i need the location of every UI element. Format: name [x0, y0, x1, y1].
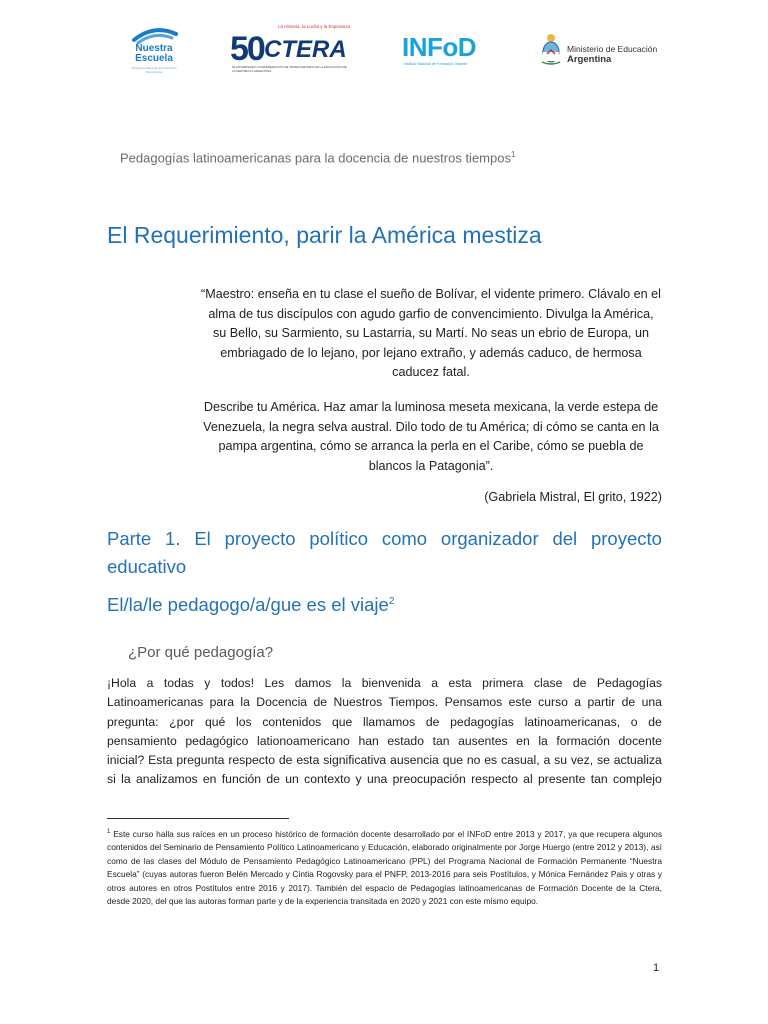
body-word: preocupación — [392, 772, 466, 787]
body-word: a — [146, 676, 154, 690]
body-word: contenidos — [262, 714, 322, 729]
nuestra-escuela-name: Nuestra Escuela — [135, 43, 173, 64]
footnote-text: Este curso halla sus raíces en un proceso histórico de formación docente desarrollado por el INFoD entre 2013 y 2017, ya que recupera algunos contenidos del Seminario de Pensamiento Político Latinoamericano y Educación, elaborado originalmente por Jorge Huergo (entre 2012 y 2013), así como de las clases del Módulo de Pensamiento Pedagógico Latinoamericano (PPL) del Programa Nacional de Formación Permanente “Nuestra Escuela” (cuyas autoras fueron Belén Mercado y Cintia Rogovsky para el PNFP, 2013-2016 para seis Postítulos, y Mónica Fernández Pais y otras y otros autores en otros Postítulos entre 2016 y 2017). También del espacio de Pedagogías latinoamericanas de Formación Docente de la Ctera, desde 2020, del que las autoras forman parte y de la experiencia transitada en 2020 y 2021 con este mismo equipo. — [107, 828, 663, 907]
body-word: se — [597, 753, 610, 768]
body-word: al — [523, 772, 533, 787]
part-heading-word: Parte — [107, 528, 152, 549]
course-subtitle-text: Pedagogías latinoamericanas para la docencia de nuestros tiempos — [120, 150, 511, 166]
body-word: estado — [387, 733, 424, 748]
body-word: casual, — [501, 753, 540, 768]
body-word: docente — [618, 733, 662, 748]
body-word: este — [508, 695, 532, 710]
body-paragraph — [107, 674, 662, 790]
body-word: la — [121, 772, 131, 787]
body-word: a — [574, 695, 582, 710]
body-word: Latinoamericanas — [107, 695, 204, 710]
body-word: respecto — [228, 753, 276, 768]
section-heading — [107, 594, 394, 616]
body-line — [107, 770, 662, 789]
body-word: ausencia — [390, 753, 439, 768]
body-word: pedagógico — [185, 733, 249, 748]
body-line — [107, 693, 662, 712]
ctera-tagline: La Historia, la Lucha y la Esperanza — [278, 24, 351, 29]
body-line-text — [107, 693, 662, 712]
body-word: si — [107, 772, 116, 787]
part-heading-word: organizador — [440, 528, 539, 549]
body-word: en — [516, 733, 530, 748]
part-heading-line-1 — [107, 525, 662, 553]
body-word: y — [355, 772, 362, 787]
part-heading-word: como — [381, 528, 428, 549]
part-heading-line-2: educativo — [107, 556, 187, 577]
nuestra-escuela-subtext: Programa Nacional de Formación Permanente — [131, 66, 177, 74]
body-word: de — [313, 695, 328, 710]
body-word: partir — [587, 695, 616, 710]
body-word: han — [358, 733, 379, 748]
footnote-number: 1 — [107, 829, 111, 835]
part-heading — [107, 525, 662, 581]
body-word: Pensamos — [444, 695, 503, 710]
body-word: y — [204, 676, 211, 690]
body-word: la — [240, 695, 250, 710]
body-word: respecto — [471, 772, 518, 787]
part-heading-word: proyecto — [590, 528, 662, 549]
part-heading-word: proyecto — [224, 528, 296, 549]
body-word: en — [202, 772, 217, 787]
body-word: todos! — [220, 676, 255, 690]
body-word: contexto — [304, 772, 351, 787]
footnote-divider — [107, 818, 289, 819]
body-word: lationoamericano — [257, 733, 350, 748]
body-word: ¡Hola — [107, 676, 137, 690]
body-word: que — [331, 714, 353, 729]
body-word: analizamos — [135, 772, 198, 787]
part-heading-word: El — [194, 528, 211, 549]
part-heading-word: político — [309, 528, 369, 549]
part-heading-word: 1. — [165, 528, 181, 549]
course-subtitle — [120, 150, 515, 165]
body-word: de — [278, 753, 293, 768]
body-word: función — [221, 772, 262, 787]
body-word: damos — [294, 676, 332, 690]
page-title: El Requerimiento, parir la América mestiza — [107, 222, 542, 248]
body-word: inicial? — [107, 753, 145, 768]
body-word: que — [442, 753, 464, 768]
body-word: tan — [590, 772, 608, 787]
body-line-text — [107, 732, 662, 751]
ctera-50-logo — [230, 22, 354, 74]
body-line-text — [107, 713, 662, 732]
body-word: Docencia — [256, 695, 308, 710]
body-word: de — [425, 714, 440, 729]
body-word: tan — [432, 733, 450, 748]
subsection-heading: ¿Por qué pedagogía? — [128, 644, 274, 661]
infod-name: INFoD — [402, 32, 477, 62]
body-word: esta — [296, 753, 320, 768]
body-line — [107, 674, 662, 693]
body-word: o — [630, 714, 638, 729]
part-heading-word: del — [552, 528, 578, 549]
body-word: bienvenida — [361, 676, 421, 690]
ctera-subtext: 50 ANIVERSARIO CONFEDERACIÓN DE TRABAJADORES DE LA EDUCACIÓN DE LA REPÚBLICA ARGENTINA — [232, 65, 347, 73]
body-word: actualiza — [613, 753, 662, 768]
body-word: de — [621, 695, 636, 710]
body-word: ausentes — [458, 733, 508, 748]
body-word: presente — [537, 772, 586, 787]
body-word: Les — [264, 676, 285, 690]
page-number: 1 — [653, 962, 660, 974]
body-word: para — [209, 695, 234, 710]
body-word: de — [266, 772, 280, 787]
body-line — [107, 732, 662, 751]
body-word: Nuestros — [333, 695, 383, 710]
body-word: vez, — [570, 753, 594, 768]
body-word: formación — [556, 733, 610, 748]
footnote-ref-2[interactable]: 2 — [388, 595, 395, 607]
body-word: ¿por — [169, 714, 195, 729]
body-line — [107, 751, 662, 770]
infod-logo — [402, 24, 492, 70]
body-word: primera — [482, 676, 524, 690]
body-line — [107, 713, 662, 732]
epigraph-citation: (Gabriela Mistral, El grito, 1922) — [484, 490, 662, 504]
ministerio-country: Argentina — [567, 54, 612, 65]
body-word: pensamiento — [107, 733, 177, 748]
body-word: un — [285, 772, 299, 787]
body-word: su — [554, 753, 567, 768]
body-line-text — [107, 751, 662, 770]
body-word: curso — [538, 695, 568, 710]
body-word: una — [366, 772, 388, 787]
ministerio-logo — [540, 32, 658, 66]
body-word: la — [538, 733, 548, 748]
body-word: los — [236, 714, 252, 729]
body-line-text — [107, 674, 662, 693]
body-word: de — [648, 714, 662, 729]
body-word: Pedagogías — [596, 676, 662, 690]
body-word: a — [431, 676, 439, 690]
body-word: qué — [204, 714, 226, 729]
ctera-name: CTERA — [264, 36, 347, 63]
body-word: es — [484, 753, 498, 768]
body-word: significativa — [323, 753, 387, 768]
body-word: a — [543, 753, 551, 768]
header-logo-bar — [0, 18, 768, 80]
body-word: llamamos — [363, 714, 416, 729]
body-line-text — [107, 770, 662, 789]
ministerio-label: Ministerio de Educación — [567, 44, 658, 54]
body-word: pregunta: — [107, 714, 159, 729]
epigraph-paragraph-2: Describe tu América. Haz amar la luminosa meseta mexicana, la verde estepa de Venezuela, la negra selva austral. Dilo todo de tu América; di cómo se canta en la pampa argentina, cómo se arranca la perla en el Caribe, cómo se puebla de blancos la Patagonia”. — [203, 400, 659, 473]
body-word: latinoamericanas, — [524, 714, 621, 729]
body-word: esta — [448, 676, 472, 690]
body-word: todas — [163, 676, 194, 690]
nuestra-escuela-logo — [124, 22, 184, 78]
footnote-ref-1[interactable]: 1 — [510, 150, 516, 159]
infod-subtext: Instituto Nacional de Formación Docente — [404, 62, 468, 66]
section-heading-text: El/la/le pedagogo/a/gue es el viaje — [107, 594, 389, 615]
body-word: Esta — [148, 753, 173, 768]
body-word: una — [641, 695, 662, 710]
body-word: no — [466, 753, 481, 768]
body-word: pedagogías — [450, 714, 514, 729]
epigraph-paragraph-1: “Maestro: enseña en tu clase el sueño de Bolívar, el vidente primero. Clávalo en el alma de tus discípulos con agudo garfio de convencimiento. Divulga la América, su Bello, su Sarmiento, su Lastarria, su Martí. No seas un ebrio de Europa, un embriagado de lo lejano, por lejano extraño, y además caduco, de hermosa caducez fatal. — [201, 287, 661, 379]
body-word: clase — [533, 676, 563, 690]
body-word: complejo — [613, 772, 662, 787]
footnote-1 — [107, 826, 662, 909]
ctera-anniversary-number: 50 — [230, 30, 264, 68]
argentina-coat-of-arms-icon — [540, 32, 562, 66]
body-word: la — [341, 676, 352, 690]
body-word: Tiempos. — [388, 695, 439, 710]
body-word: de — [572, 676, 587, 690]
body-word: pregunta — [176, 753, 225, 768]
